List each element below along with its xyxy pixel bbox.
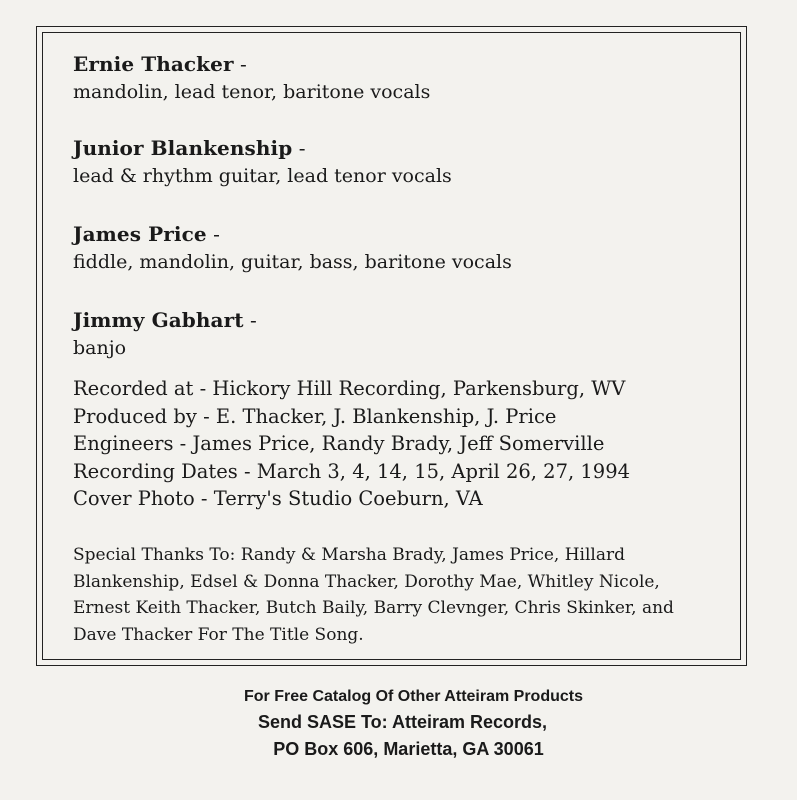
footer-sase-line: Send SASE To: Atteiram Records, — [257, 712, 548, 732]
footer-catalog-line: For Free Catalog Of Other Atteiram Products — [243, 688, 583, 705]
credit-recorded-at: Recorded at - Hickory Hill Recording, Parkensburg, WV — [73, 377, 626, 400]
footer-po-box-line: PO Box 606, Marietta, GA 30061 — [273, 739, 544, 759]
member-separator: - — [243, 308, 257, 332]
special-thanks: Special Thanks To: Randy & Marsha Brady, James Price, Hillard Blankenship, Edsel & Donna Thacker, Dorothy Mae, Whitley Nicole, Ernest Keith Thacker, Butch Baily, Barry Clevnger, Chris Skinker, and Dave Thacker For The Title Song. — [73, 545, 674, 645]
member-jimmy-gabhart — [73, 306, 257, 362]
credit-cover-photo: Cover Photo - Terry's Studio Coeburn, VA — [73, 487, 483, 510]
member-role: lead & rhythm guitar, lead tenor vocals — [73, 165, 452, 187]
member-name: Ernie Thacker — [73, 52, 234, 76]
member-name: Jimmy Gabhart — [73, 308, 244, 332]
credit-engineers: Engineers - James Price, Randy Brady, Jeff Somerville — [73, 432, 605, 455]
member-separator: - — [206, 222, 221, 246]
member-name: Junior Blankenship — [73, 136, 293, 160]
footer-address — [0, 686, 797, 762]
credit-recording-dates: Recording Dates - March 3, 4, 14, 15, April 26, 27, 1994 — [73, 459, 631, 483]
member-james-price — [73, 220, 512, 276]
member-separator: - — [292, 136, 306, 160]
member-role: banjo — [73, 337, 127, 359]
member-name: James Price — [73, 222, 207, 246]
recording-credits — [73, 375, 733, 513]
member-ernie-thacker — [73, 50, 430, 106]
member-role: mandolin, lead tenor, baritone vocals — [73, 81, 431, 103]
member-role: fiddle, mandolin, guitar, bass, baritone vocals — [73, 251, 512, 273]
member-separator: - — [233, 52, 247, 76]
credit-produced-by: Produced by - E. Thacker, J. Blankenship, J. Price — [73, 404, 557, 428]
member-junior-blankenship — [73, 134, 452, 190]
